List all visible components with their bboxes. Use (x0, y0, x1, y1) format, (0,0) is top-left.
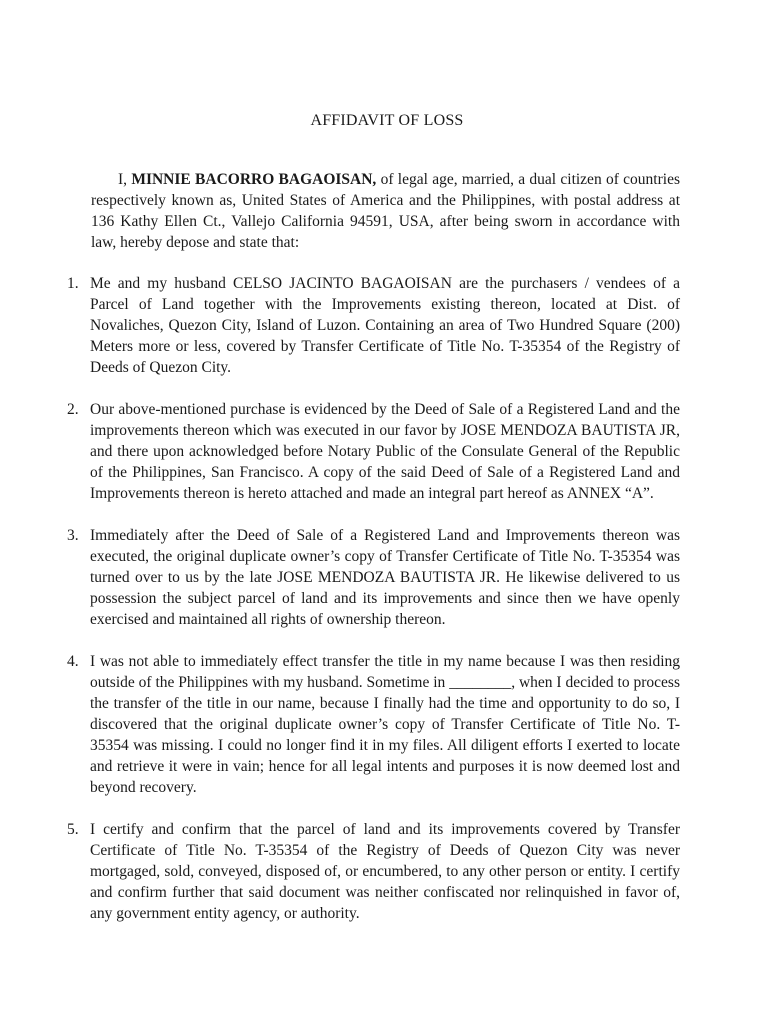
list-item (67, 273, 680, 378)
intro-text: of legal age, married, a dual citizen of countries respectively known as, United States of America and the Philippines, with postal address at 136 Kathy Ellen Ct., Vallejo California 94591, USA, after being sworn in accordance with law, hereby depose and state that: (91, 171, 680, 251)
list-item (67, 819, 680, 924)
item-text: I certify and confirm that the parcel of land and its improvements covered by Transfer Certificate of Title No. T-35354 of the Registry of Deeds of Quezon City was never mortgaged, sold, conveyed, disposed of, or encumbered, to any other person or entity. I certify and confirm further that said document was neither confiscated nor relinquished in favor of, any government entity agency, or authority. (90, 821, 680, 922)
item-text: I was not able to immediately effect transfer the title in my name because I was then residing outside of the Philippines with my husband. Sometime in ________, when I decided to process the transfer of the title in our name, because I finally had the time and opportunity to do so, I discovered that the original duplicate owner’s copy of Transfer Certificate of Title No. T- 35354 was missing. I could no longer find it in my files. All diligent efforts I exerted to locate and retrieve it were in vain; hence for all legal intents and purposes it is now deemed lost and beyond recovery. (90, 653, 680, 796)
item-number: 5. (67, 821, 79, 838)
item-number: 3. (67, 527, 79, 544)
item-number: 1. (67, 275, 79, 292)
intro-paragraph (90, 169, 680, 253)
list-item (67, 399, 680, 504)
item-number: 4. (67, 653, 79, 670)
item-text: Me and my husband CELSO JACINTO BAGAOISAN are the purchasers / vendees of a Parcel of Land together with the Improvements existing thereon, located at Dist. of Novaliches, Quezon City, Island of Luzon. Containing an area of Two Hundred Square (200) Meters more or less, covered by Transfer Certificate of Title No. T-35354 of the Registry of Deeds of Quezon City. (90, 275, 680, 376)
list-item (67, 525, 680, 630)
list-item (67, 651, 680, 798)
item-number: 2. (67, 401, 79, 418)
affiant-name: MINNIE BACORRO BAGAOISAN, (131, 171, 377, 188)
document-title: AFFIDAVIT OF LOSS (310, 112, 464, 129)
numbered-list (67, 273, 680, 924)
intro-prefix: I, (118, 171, 132, 188)
item-text: Our above-mentioned purchase is evidenced by the Deed of Sale of a Registered Land and the improvements thereon which was executed in our favor by JOSE MENDOZA BAUTISTA JR, and there upon acknowledged before Notary Public of the Consulate General of the Republic of the Philippines, San Francisco. A copy of the said Deed of Sale of a Registered Land and Improvements thereon is hereto attached and made an integral part hereof as ANNEX “A”. (90, 401, 680, 502)
item-text: Immediately after the Deed of Sale of a Registered Land and Improvements thereon was executed, the original duplicate owner’s copy of Transfer Certificate of Title No. T-35354 was turned over to us by the late JOSE MENDOZA BAUTISTA JR. He likewise delivered to us possession the subject parcel of land and its improvements and since then we have openly exercised and maintained all rights of ownership thereon. (90, 527, 680, 628)
